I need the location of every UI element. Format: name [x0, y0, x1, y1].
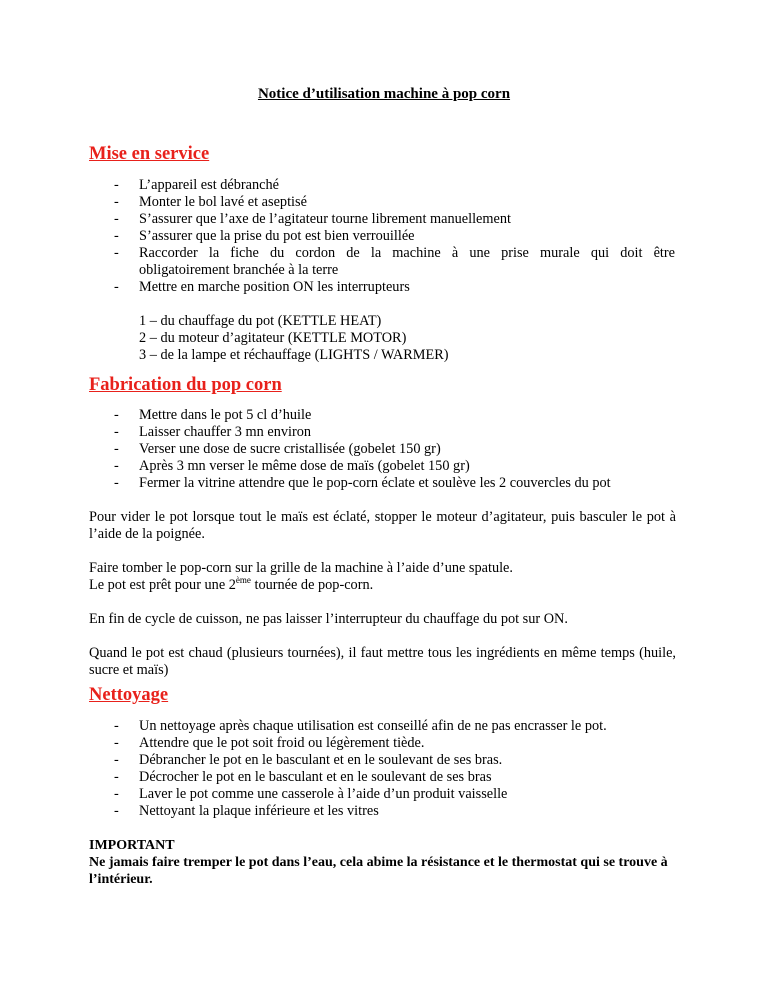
list-item: - Fermer la vitrine attendre que le pop-corn éclate et soulève les 2 couvercles du pot	[114, 475, 675, 492]
nettoyage-list	[114, 718, 675, 820]
list-item: - Verser une dose de sucre cristallisée (gobelet 150 gr)	[114, 441, 675, 458]
superscript: ème	[235, 575, 251, 585]
paragraph-line	[89, 577, 676, 594]
list-item: - S’assurer que la prise du pot est bien verrouillée	[114, 228, 675, 245]
paragraph-line: Faire tomber le pop-corn sur la grille de la machine à l’aide d’une spatule.	[89, 560, 513, 576]
list-item: - Nettoyant la plaque inférieure et les vitres	[114, 803, 675, 820]
list-item: - Mettre en marche position ON les interrupteurs	[114, 279, 675, 296]
mise-en-service-list	[114, 177, 675, 262]
paragraph-vider-pot: Pour vider le pot lorsque tout le maïs est éclaté, stopper le moteur d’agitateur, puis basculer le pot à l’aide de la poignée.	[89, 509, 676, 542]
list-item: - Attendre que le pot soit froid ou légèrement tiède.	[114, 735, 675, 752]
list-item: - Après 3 mn verser le même dose de maïs (gobelet 150 gr)	[114, 458, 675, 475]
list-item: - Raccorder la fiche du cordon de la machine à une prise murale qui doit être	[114, 245, 675, 262]
text-run: tournée de pop-corn.	[250, 577, 374, 593]
list-item: - Laisser chauffer 3 mn environ	[114, 424, 675, 441]
step-line: 3 – de la lampe et réchauffage (LIGHTS / WARMER)	[139, 347, 449, 363]
list-item: - Débrancher le pot en le basculant et en le soulevant de ses bras.	[114, 752, 675, 769]
list-item: - Monter le bol lavé et aseptisé	[114, 194, 675, 211]
switch-steps	[139, 313, 449, 364]
list-item: - S’assurer que l’axe de l’agitateur tourne librement manuellement	[114, 211, 675, 228]
important-text: Ne jamais faire tremper le pot dans l’eau, cela abime la résistance et le thermostat qui se trouve à l’intérieur.	[89, 855, 668, 887]
mise-en-service-list-end	[114, 279, 675, 296]
list-item: - Laver le pot comme une casserole à l’aide d’un produit vaisselle	[114, 786, 675, 803]
paragraph-pot-chaud: Quand le pot est chaud (plusieurs tournées), il faut mettre tous les ingrédients en même temps (huile, sucre et maïs)	[89, 645, 676, 678]
list-item: - L’appareil est débranché	[114, 177, 675, 194]
section-heading-mise-en-service: Mise en service	[89, 144, 210, 164]
fabrication-list	[114, 407, 675, 492]
step-line: 2 – du moteur d’agitateur (KETTLE MOTOR)	[139, 330, 407, 346]
list-item: - Un nettoyage après chaque utilisation est conseillé afin de ne pas encrasser le pot.	[114, 718, 675, 735]
paragraph-fin-cycle: En fin de cycle de cuisson, ne pas laisser l’interrupteur du chauffage du pot sur ON.	[89, 611, 568, 627]
important-label: IMPORTANT	[89, 838, 175, 853]
important-notice	[89, 837, 679, 888]
list-item: - Décrocher le pot en le basculant et en le soulevant de ses bras	[114, 769, 675, 786]
step-line: 1 – du chauffage du pot (KETTLE HEAT)	[139, 313, 382, 329]
document-title: Notice d’utilisation machine à pop corn	[257, 86, 511, 102]
section-heading-fabrication: Fabrication du pop corn	[89, 375, 282, 395]
section-heading-nettoyage: Nettoyage	[89, 685, 169, 705]
paragraph-faire-tomber	[89, 560, 676, 594]
text-run: Le pot est prêt pour une 2	[89, 577, 236, 593]
list-item: - Mettre dans le pot 5 cl d’huile	[114, 407, 675, 424]
list-item-continuation: obligatoirement branchée à la terre	[139, 262, 339, 278]
